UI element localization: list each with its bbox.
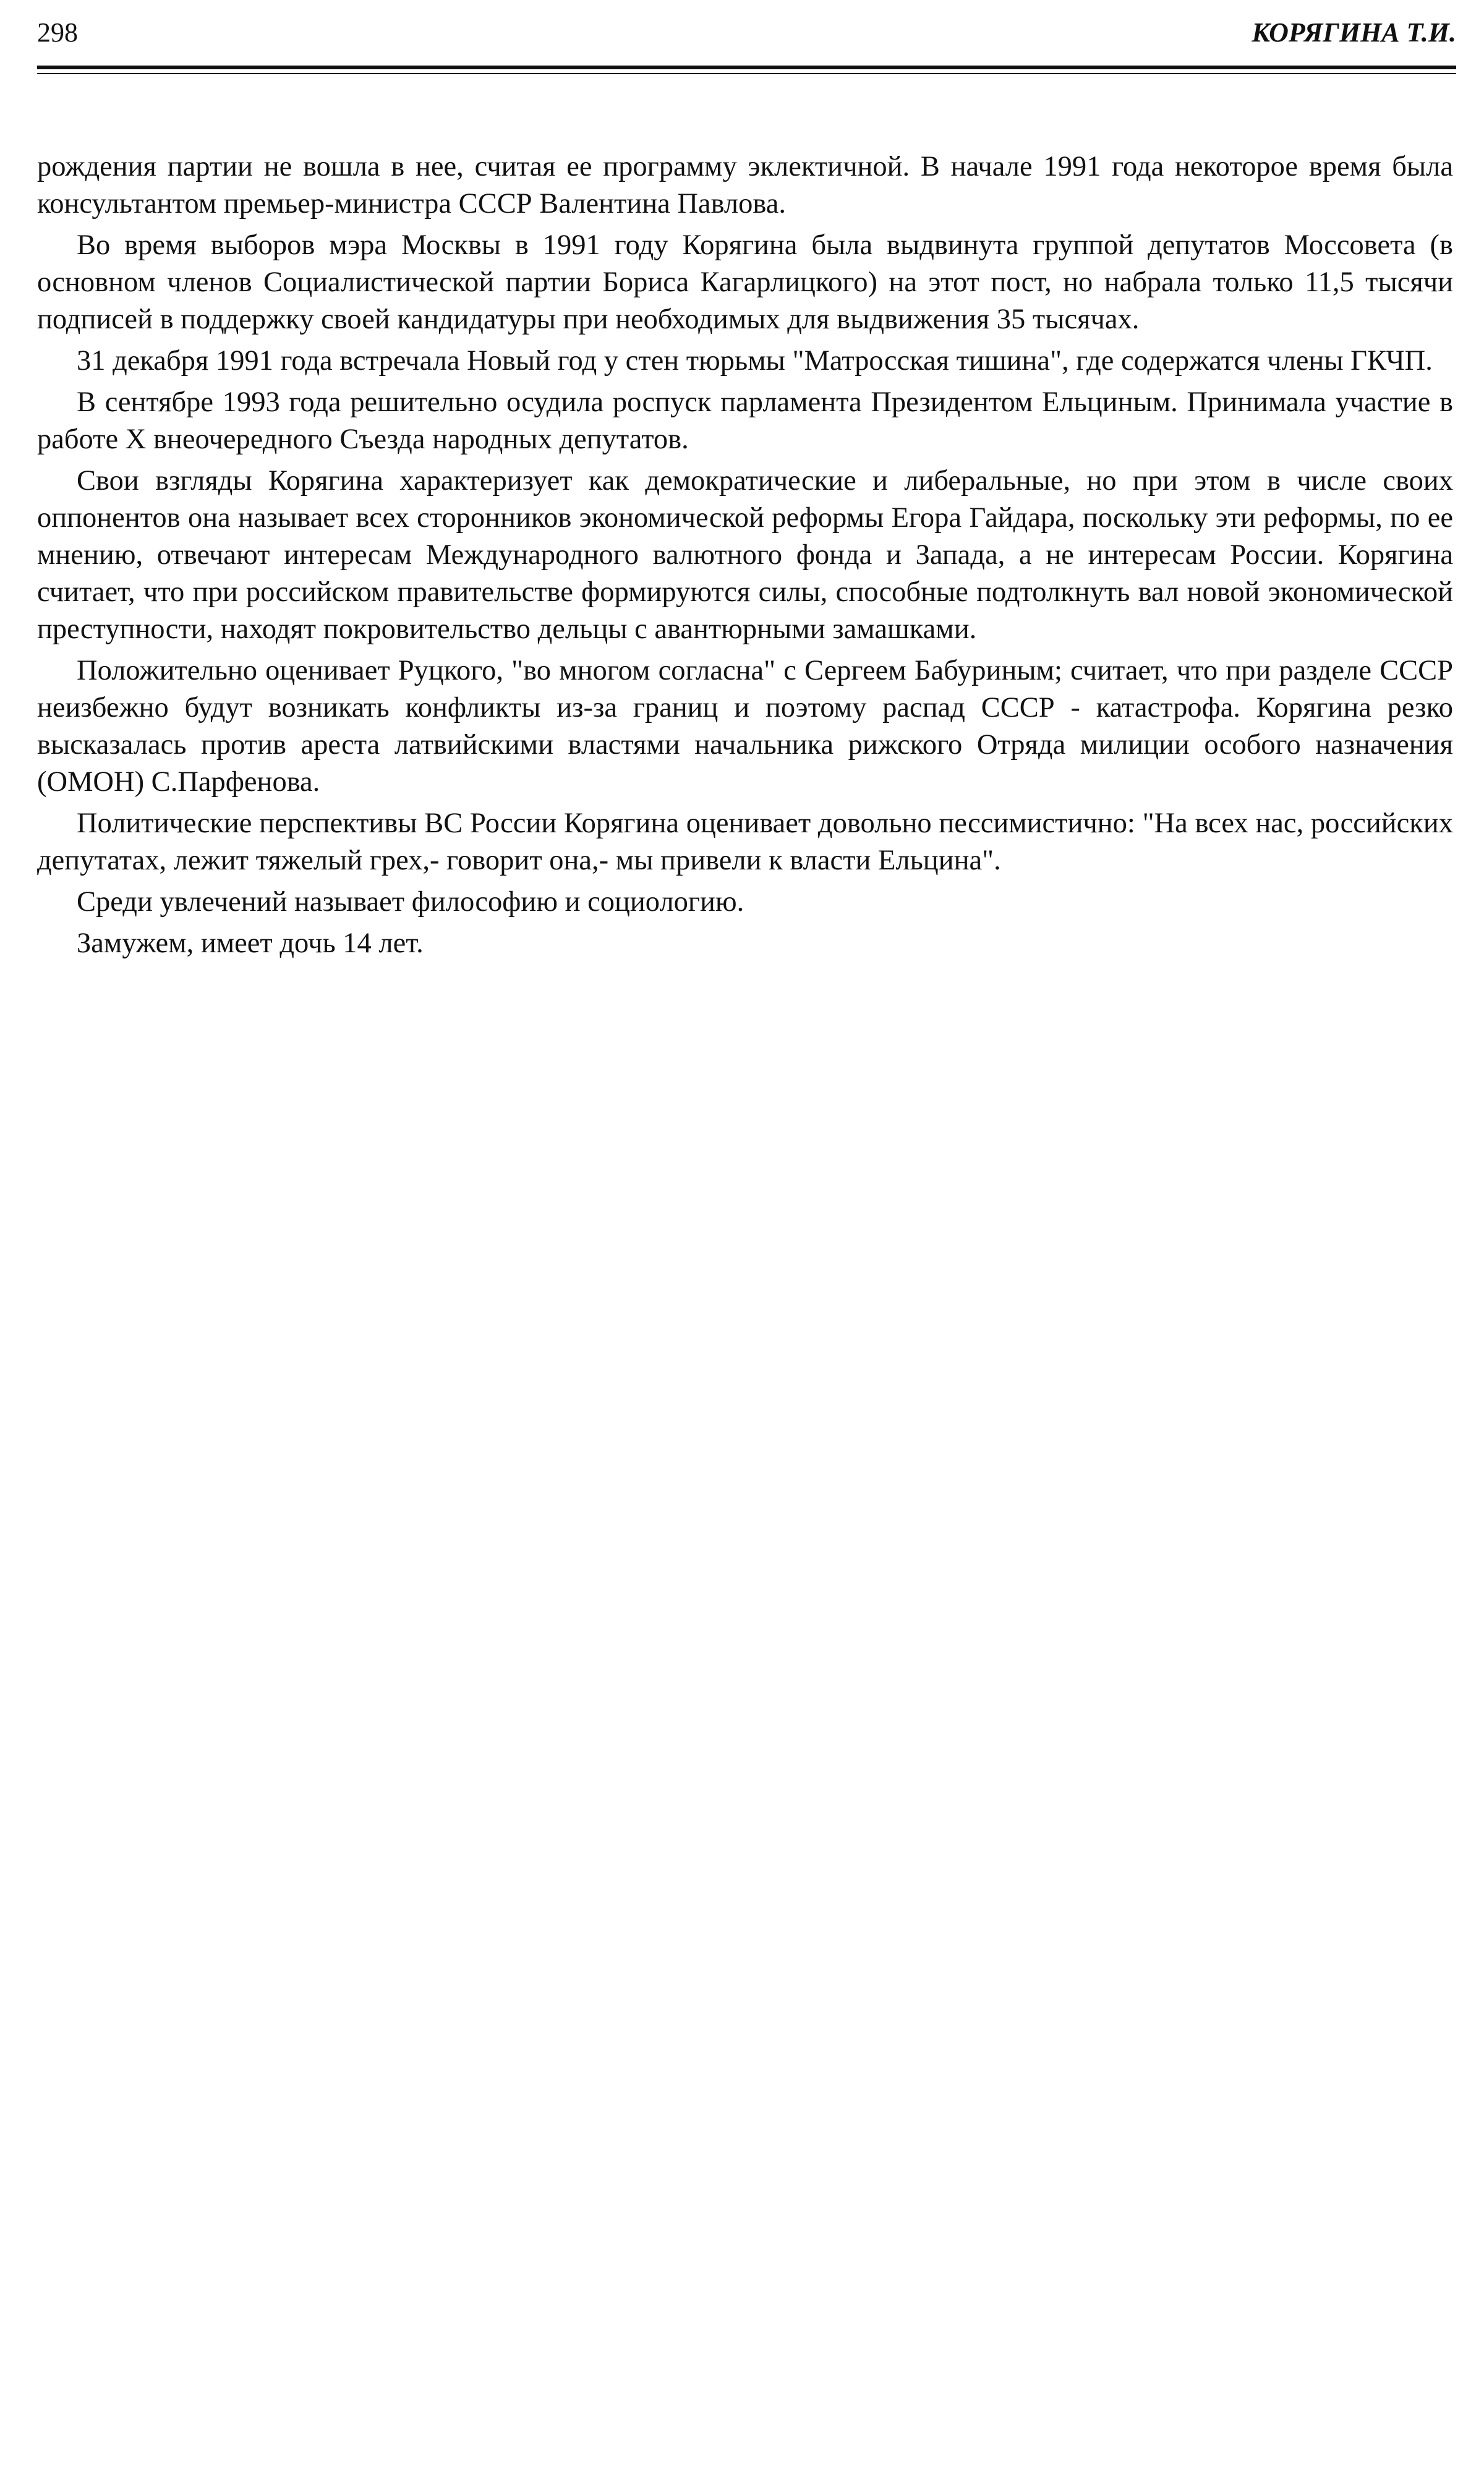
header-rule-thin [37, 73, 1456, 74]
running-head: КОРЯГИНА Т.И. [1252, 17, 1456, 48]
paragraph-rutskoy: Положительно оценивает Руцкого, "во многом согласна" с Сергеем Бабуриным; считает, что при разделе СССР неизбежно будут возникать конфликты из-за границ и поэтому распад СССР - катастрофа. Корягина резко высказалась против ареста латвийскими властями начальника рижского Отряда милиции особого назначения (ОМОН) С.Парфенова. [37, 655, 1453, 798]
header-rule-thick [37, 66, 1456, 69]
page-header [37, 17, 1456, 48]
page-number: 298 [37, 17, 78, 48]
article-body [37, 148, 1453, 967]
paragraph-continuation: рождения партии не вошла в нее, считая ее программу эклектичной. В начале 1991 года некоторое время была консультантом премьер-министра СССР Валентина Павлова. [37, 151, 1453, 220]
paragraph-mayor-election: Во время выборов мэра Москвы в 1991 году Корягина была выдвинута группой депутатов Моссовета (в основном членов Социалистической партии Бориса Кагарлицкого) на этот пост, но набрала только 11,5 тысячи подписей в поддержку своей кандидатуры при необходимых для выдвижения 35 тысячах. [37, 229, 1453, 335]
paragraph-parliament-dissolution: В сентябре 1993 года решительно осудила роспуск парламента Президентом Ельциным. Принимала участие в работе X внеочередного Съезда народных депутатов. [37, 386, 1453, 455]
paragraph-new-year: 31 декабря 1991 года встречала Новый год у стен тюрьмы "Матросская тишина", где содержатся члены ГКЧП. [77, 345, 1433, 377]
paragraph-political-views: Свои взгляды Корягина характеризует как демократические и либеральные, но при этом в числе своих оппонентов она называет всех сторонников экономической реформы Егора Гайдара, поскольку эти реформы, по ее мнению, отвечают интересам Международного валютного фонда и Запада, а не интересам России. Корягина считает, что при российском правительстве формируются силы, способные подтолкнуть вал новой экономической преступности, находят покровительство дельцы с авантюрными замашками. [37, 465, 1453, 645]
paragraph-prospects: Политические перспективы ВС России Корягина оценивает довольно пессимистично: "На всех нас, российских депутатах, лежит тяжелый грех,- говорит она,- мы привели к власти Ельцина". [37, 808, 1453, 876]
paragraph-hobbies: Среди увлечений называет философию и социологию. [77, 886, 744, 918]
paragraph-family: Замужем, имеет дочь 14 лет. [77, 928, 424, 959]
